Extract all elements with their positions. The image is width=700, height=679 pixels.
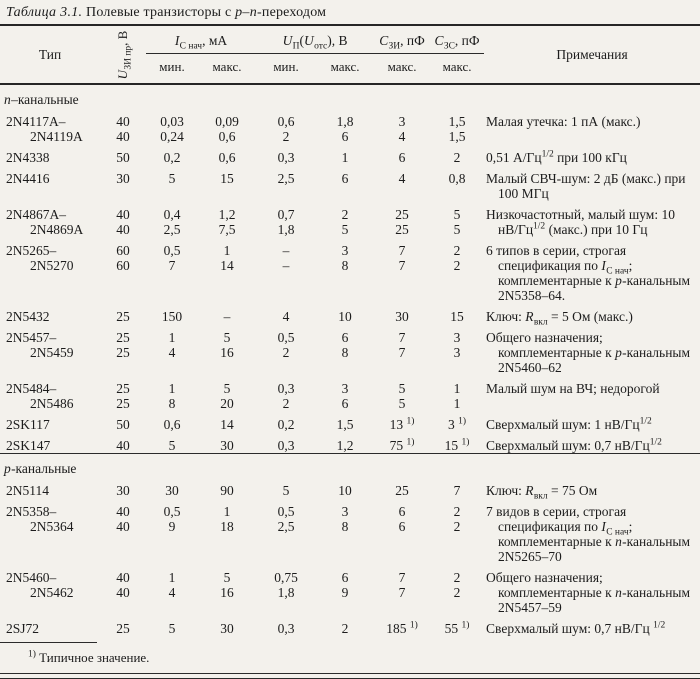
cell-value: 1 14: [220, 243, 234, 273]
cell-value: 185 $^{1)}$: [386, 620, 418, 636]
cell-type: 2N4867A– 2N4869A: [6, 207, 84, 237]
cell-value: 150: [161, 309, 183, 324]
table-row: [0, 237, 700, 303]
subheader-min: мин.: [146, 54, 198, 85]
cell-value: 0,75 1,8: [274, 570, 298, 600]
cell-value: 5 16: [220, 570, 234, 600]
table-row: [0, 411, 700, 432]
cell-note: 6 типов в серии, строгая спецификация по $I_{С нач}$; комплементарные к p-канальным 2N5358–64.: [486, 243, 691, 303]
cell-value: 1 4: [168, 570, 176, 600]
cell-value: 0,5 7: [163, 243, 181, 273]
cell-value: 5 5: [398, 381, 406, 411]
cell-value: 30: [116, 483, 130, 498]
cell-value: 5 16: [220, 330, 234, 360]
table-row: [0, 165, 700, 201]
cell-value: 40 40: [116, 570, 130, 600]
cell-value: 1 18: [220, 504, 234, 534]
cell-value: 1,2: [336, 438, 354, 453]
cell-value: 60 60: [116, 243, 130, 273]
cell-value: 0,5 2,5: [277, 504, 295, 534]
table-row: [0, 144, 700, 165]
cell-value: 0,6: [218, 150, 236, 165]
table-body: [0, 84, 700, 636]
cell-type: 2N5265– 2N5270: [6, 243, 74, 273]
cell-value: 6: [398, 150, 406, 165]
cell-type: 2N5484– 2N5486: [6, 381, 74, 411]
cell-value: 13 $^{1)}$: [389, 416, 415, 432]
cell-type: 2N4416: [6, 171, 50, 186]
cell-value: 5 5: [453, 207, 461, 237]
cell-value: 4: [282, 309, 290, 324]
cell-value: 0,3: [277, 621, 295, 636]
table-row: [0, 375, 700, 411]
cell-value: 3 8: [341, 504, 349, 534]
cell-type: 2SK117: [6, 417, 50, 432]
footnote: $^{1)}$ Типичное значение.: [28, 649, 150, 665]
cell-value: 0,5 2: [277, 330, 295, 360]
cell-type: 2N5358– 2N5364: [6, 504, 74, 534]
cell-value: 0,7 1,8: [277, 207, 295, 237]
section-label: p-канальные: [0, 454, 700, 478]
bottom-rule: [0, 673, 700, 679]
cell-value: – –: [282, 243, 290, 273]
cell-value: 2 2: [453, 504, 461, 534]
cell-value: 5 20: [220, 381, 234, 411]
cell-value: 40: [116, 438, 130, 453]
cell-note: Малый шум на ВЧ; недорогой: [486, 381, 660, 396]
cell-value: 1,5: [336, 417, 354, 432]
cell-value: 2: [453, 150, 461, 165]
cell-value: 25 25: [116, 381, 130, 411]
cell-value: 3 8: [341, 243, 349, 273]
cell-value: 15 $^{1)}$: [444, 437, 470, 453]
cell-value: 1 1: [453, 381, 461, 411]
cell-value: 5: [168, 171, 176, 186]
cell-note: Сверхмалый шум: 0,7 нВ/Гц $^{1/2}$: [486, 620, 666, 636]
cell-value: 1: [341, 150, 349, 165]
cell-value: 3 3: [453, 330, 461, 360]
cell-value: 40 40: [116, 504, 130, 534]
cell-type: 2N5114: [6, 483, 49, 498]
table-row: [0, 615, 700, 636]
cell-value: 3 4: [398, 114, 406, 144]
cell-value: 30: [220, 438, 234, 453]
cell-value: 0,2: [163, 150, 181, 165]
cell-type: 2N4338: [6, 150, 50, 165]
cell-note: Ключ: $R_{вкл} = 5$ Ом (макс.): [486, 309, 633, 328]
subheader-max: макс.: [198, 54, 256, 85]
col-header-notes: Примечания: [484, 25, 700, 84]
cell-value: 50: [116, 150, 130, 165]
table-row: [0, 303, 700, 324]
cell-note: Общего назначения; комплементарные к p-канальным 2N5460–62: [486, 330, 691, 375]
col-header-c-gs: $С_{ЗИ}$, пФ: [374, 25, 430, 54]
table-caption: Таблица 3.1. Полевые транзисторы с p–n-переходом: [6, 5, 327, 20]
cell-type: 2N5457– 2N5459: [6, 330, 74, 360]
cell-note: Общего назначения; комплементарные к n-канальным 2N5457–59: [486, 570, 691, 615]
section-row: [0, 454, 700, 478]
cell-note: Сверхмалый шум: 1 $нВ/Гц^{1/2}$: [486, 416, 652, 432]
cell-value: 0,03 0,24: [160, 114, 184, 144]
table-row: [0, 201, 700, 237]
cell-value: 1,5 1,5: [448, 114, 466, 144]
cell-value: 3 6: [341, 381, 349, 411]
cell-note: Малая утечка: 1 пА (макс.): [486, 114, 641, 129]
cell-value: 0,6: [163, 417, 181, 432]
cell-value: 2 5: [341, 207, 349, 237]
cell-value: 2 2: [453, 243, 461, 273]
cell-value: 6 8: [341, 330, 349, 360]
cell-value: 25: [116, 621, 130, 636]
cell-value: 15: [220, 171, 234, 186]
cell-value: 25 25: [116, 330, 130, 360]
cell-note: 0,51 $А/Гц^{1/2}$ при 100 кГц: [486, 149, 627, 165]
cell-value: 2 2: [453, 570, 461, 600]
section-row: [0, 84, 700, 108]
transistor-table: [0, 24, 700, 636]
cell-value: 0,3: [277, 150, 295, 165]
subheader-min: мин.: [256, 54, 316, 85]
subheader-max: макс.: [374, 54, 430, 85]
col-header-u-gate-label: $U_{ЗИ пр}$, В: [115, 30, 134, 79]
table-row: [0, 324, 700, 375]
table-header: [0, 25, 700, 84]
cell-value: 1 8: [168, 381, 176, 411]
cell-note: 7 видов в серии, строгая спецификация по $I_{С нач}$; комплементарные к n-канальным 2N5265–70: [486, 504, 691, 564]
cell-value: 7: [453, 483, 461, 498]
cell-value: 1,8 6: [336, 114, 354, 144]
cell-value: 10: [338, 309, 352, 324]
cell-type: 2SK147: [6, 438, 51, 453]
cell-value: 5: [168, 621, 176, 636]
cell-value: 25 25: [395, 207, 409, 237]
cell-type: 2N4117A– 2N4119A: [6, 114, 83, 144]
cell-value: 25: [116, 309, 130, 324]
table-row: [0, 498, 700, 564]
cell-type: 2SJ72: [6, 621, 40, 636]
subheader-max: макс.: [316, 54, 374, 85]
cell-value: 2,5: [277, 171, 295, 186]
cell-value: 0,2: [277, 417, 295, 432]
cell-value: 7 7: [398, 570, 406, 600]
col-header-type: Тип: [0, 25, 100, 84]
cell-value: 10: [338, 483, 352, 498]
cell-type: 2N5432: [6, 309, 50, 324]
subheader-max: макс.: [430, 54, 484, 85]
cell-value: 50: [116, 417, 130, 432]
cell-value: 30: [220, 621, 234, 636]
cell-value: 90: [220, 483, 234, 498]
cell-value: 6: [341, 171, 349, 186]
cell-value: 0,3 2: [277, 381, 295, 411]
cell-note: Малый СВЧ-шум: 2 дБ (макс.) при 100 МГц: [486, 171, 686, 201]
cell-value: 55 $^{1)}$: [444, 620, 470, 636]
col-header-i-drain: $I_{С нач}$, мА: [146, 25, 256, 54]
cell-value: –: [223, 309, 231, 324]
cell-value: 0,5 9: [163, 504, 181, 534]
cell-value: 0,4 2,5: [163, 207, 181, 237]
cell-value: 14: [220, 417, 234, 432]
cell-value: 30: [116, 171, 130, 186]
cell-value: 7 7: [398, 330, 406, 360]
col-header-u-pinch: $U_П(U_{отс})$, В: [256, 25, 374, 54]
cell-value: 2: [341, 621, 349, 636]
cell-value: 4: [398, 171, 406, 186]
cell-note: Сверхмалый шум: 0,7 $нВ/Гц^{1/2}$: [486, 437, 662, 453]
cell-value: 30: [395, 309, 409, 324]
col-header-u-gate: [100, 25, 146, 84]
table-row: [0, 564, 700, 615]
cell-value: 5: [282, 483, 290, 498]
cell-value: 1 4: [168, 330, 176, 360]
cell-value: 0,09 0,6: [215, 114, 239, 144]
table-row: [0, 108, 700, 144]
cell-value: 30: [165, 483, 179, 498]
cell-value: 40 40: [116, 207, 130, 237]
cell-value: 75 $^{1)}$: [389, 437, 415, 453]
cell-value: 25: [395, 483, 409, 498]
cell-value: 6 9: [341, 570, 349, 600]
cell-value: 0,6 2: [277, 114, 295, 144]
table-row: [0, 432, 700, 454]
cell-value: 0,3: [277, 438, 295, 453]
cell-value: 6 6: [398, 504, 406, 534]
cell-value: 15: [450, 309, 464, 324]
table-row: [0, 477, 700, 498]
section-label: n–канальные: [4, 92, 79, 107]
cell-note: Ключ: $R_{вкл} = 75$ Ом: [486, 483, 598, 502]
cell-value: 7 7: [398, 243, 406, 273]
cell-value: 5: [168, 438, 176, 453]
cell-value: 0,8: [448, 171, 466, 186]
cell-value: 40 40: [116, 114, 130, 144]
cell-value: 1,2 7,5: [218, 207, 236, 237]
cell-type: 2N5460– 2N5462: [6, 570, 74, 600]
cell-note: Низкочастотный, малый шум: 10 $нВ/Гц^{1/2}$ (макс.) при 10 Гц: [486, 207, 675, 237]
col-header-c-gd: $С_{ЗС}$, пФ: [430, 25, 484, 54]
cell-value: 3 $^{1)}$: [448, 416, 467, 432]
